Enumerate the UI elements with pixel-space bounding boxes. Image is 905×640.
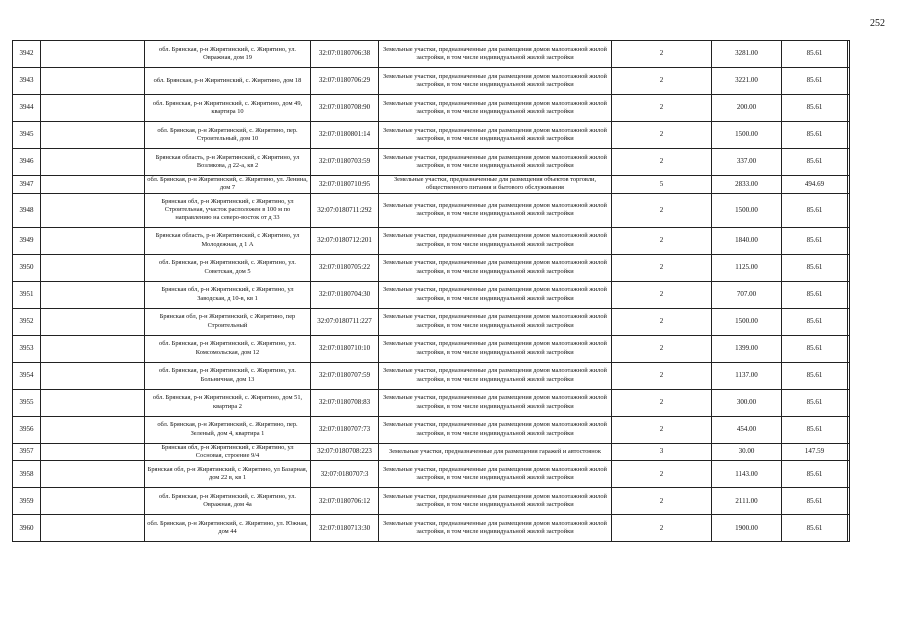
table-row bbox=[13, 227, 850, 254]
blank-cell bbox=[41, 176, 145, 194]
land-registry-table bbox=[12, 40, 850, 542]
table-row bbox=[13, 41, 850, 68]
group-cell: 2 bbox=[612, 488, 712, 515]
blank-cell bbox=[41, 41, 145, 68]
blank-cell bbox=[41, 488, 145, 515]
cadastral-number-cell: 32:07:0180711:292 bbox=[311, 193, 379, 227]
address-cell: обл. Брянская, р-н Жирятинский, с. Жирятино, ул. Советская, дом 5 bbox=[145, 254, 311, 281]
rate-cell: 85.61 bbox=[782, 254, 848, 281]
area-cell: 454.00 bbox=[712, 416, 782, 443]
table-row bbox=[13, 389, 850, 416]
table-row bbox=[13, 95, 850, 122]
address-cell: обл. Брянская, р-н Жирятинский, с. Жирятино, ул. Овражная, дом 19 bbox=[145, 41, 311, 68]
area-cell: 1500.00 bbox=[712, 122, 782, 149]
land-use-cell: Земельные участки, предназначенные для размещения домов малоэтажной жилой застройки, в том числе индивидуальной жилой застройки bbox=[379, 335, 612, 362]
land-use-cell: Земельные участки, предназначенные для размещения домов малоэтажной жилой застройки, в том числе индивидуальной жилой застройки bbox=[379, 193, 612, 227]
cadastral-number-cell: 32:07:0180706:12 bbox=[311, 488, 379, 515]
cadastral-number-cell: 32:07:0180707:3 bbox=[311, 461, 379, 488]
table-row bbox=[13, 515, 850, 542]
table-row bbox=[13, 176, 850, 194]
row-number-cell: 3960 bbox=[13, 515, 41, 542]
area-cell: 1900.00 bbox=[712, 515, 782, 542]
cadastral-value-cell bbox=[848, 389, 850, 416]
table-row bbox=[13, 193, 850, 227]
cadastral-number-cell: 32:07:0180708:83 bbox=[311, 389, 379, 416]
group-cell: 2 bbox=[612, 461, 712, 488]
table-row bbox=[13, 149, 850, 176]
cadastral-value-cell bbox=[848, 122, 850, 149]
row-number-cell: 3958 bbox=[13, 461, 41, 488]
cadastral-value-cell bbox=[848, 362, 850, 389]
rate-cell: 147.59 bbox=[782, 443, 848, 461]
table-row bbox=[13, 308, 850, 335]
cadastral-number-cell: 32:07:0180710:10 bbox=[311, 335, 379, 362]
land-use-cell: Земельные участки, предназначенные для размещения домов малоэтажной жилой застройки, в том числе индивидуальной жилой застройки bbox=[379, 68, 612, 95]
row-number-cell: 3942 bbox=[13, 41, 41, 68]
cadastral-number-cell: 32:07:0180706:29 bbox=[311, 68, 379, 95]
area-cell: 1137.00 bbox=[712, 362, 782, 389]
cadastral-value-cell bbox=[848, 488, 850, 515]
address-cell: Брянская область, р-н Жирятинский, с Жирятино, ул Возлякова, д 22-а, кв 2 bbox=[145, 149, 311, 176]
cadastral-value-cell bbox=[848, 227, 850, 254]
blank-cell bbox=[41, 362, 145, 389]
rate-cell: 85.61 bbox=[782, 515, 848, 542]
land-use-cell: Земельные участки, предназначенные для размещения домов малоэтажной жилой застройки, в том числе индивидуальной жилой застройки bbox=[379, 95, 612, 122]
area-cell: 337.00 bbox=[712, 149, 782, 176]
rate-cell: 85.61 bbox=[782, 68, 848, 95]
cadastral-value-cell bbox=[848, 176, 850, 194]
rate-cell: 85.61 bbox=[782, 461, 848, 488]
cadastral-number-cell: 32:07:0180707:73 bbox=[311, 416, 379, 443]
address-cell: обл. Брянская, р-н Жирятинский, с. Жирятино, дом 49, квартира 10 bbox=[145, 95, 311, 122]
table-row bbox=[13, 254, 850, 281]
table-row bbox=[13, 362, 850, 389]
address-cell: обл. Брянская, р-н Жирятинский, с. Жирятино, ул. Ленина, дом 7 bbox=[145, 176, 311, 194]
land-use-cell: Земельные участки, предназначенные для размещения домов малоэтажной жилой застройки, в том числе индивидуальной жилой застройки bbox=[379, 41, 612, 68]
cadastral-number-cell: 32:07:0180704:30 bbox=[311, 281, 379, 308]
group-cell: 2 bbox=[612, 95, 712, 122]
cadastral-value-cell bbox=[848, 193, 850, 227]
cadastral-value-cell bbox=[848, 41, 850, 68]
cadastral-number-cell: 32:07:0180703:59 bbox=[311, 149, 379, 176]
row-number-cell: 3954 bbox=[13, 362, 41, 389]
land-use-cell: Земельные участки, предназначенные для размещения домов малоэтажной жилой застройки, в том числе индивидуальной жилой застройки bbox=[379, 461, 612, 488]
blank-cell bbox=[41, 281, 145, 308]
cadastral-number-cell: 32:07:0180708:223 bbox=[311, 443, 379, 461]
row-number-cell: 3950 bbox=[13, 254, 41, 281]
rate-cell: 85.61 bbox=[782, 335, 848, 362]
table-row bbox=[13, 335, 850, 362]
group-cell: 3 bbox=[612, 443, 712, 461]
row-number-cell: 3959 bbox=[13, 488, 41, 515]
cadastral-number-cell: 32:07:0180711:227 bbox=[311, 308, 379, 335]
blank-cell bbox=[41, 515, 145, 542]
rate-cell: 85.61 bbox=[782, 281, 848, 308]
rate-cell: 85.61 bbox=[782, 41, 848, 68]
address-cell: обл. Брянская, р-н Жирятинский, с. Жирятино, пер. Строительный, дом 10 bbox=[145, 122, 311, 149]
blank-cell bbox=[41, 193, 145, 227]
table-row bbox=[13, 443, 850, 461]
area-cell: 1399.00 bbox=[712, 335, 782, 362]
rate-cell: 85.61 bbox=[782, 227, 848, 254]
land-use-cell: Земельные участки, предназначенные для размещения домов малоэтажной жилой застройки, в том числе индивидуальной жилой застройки bbox=[379, 362, 612, 389]
area-cell: 200.00 bbox=[712, 95, 782, 122]
row-number-cell: 3946 bbox=[13, 149, 41, 176]
cadastral-value-cell bbox=[848, 416, 850, 443]
blank-cell bbox=[41, 254, 145, 281]
group-cell: 2 bbox=[612, 254, 712, 281]
rate-cell: 85.61 bbox=[782, 308, 848, 335]
land-use-cell: Земельные участки, предназначенные для размещения домов малоэтажной жилой застройки, в том числе индивидуальной жилой застройки bbox=[379, 488, 612, 515]
group-cell: 2 bbox=[612, 41, 712, 68]
group-cell: 2 bbox=[612, 68, 712, 95]
area-cell: 1125.00 bbox=[712, 254, 782, 281]
area-cell: 1500.00 bbox=[712, 193, 782, 227]
row-number-cell: 3944 bbox=[13, 95, 41, 122]
area-cell: 707.00 bbox=[712, 281, 782, 308]
group-cell: 2 bbox=[612, 362, 712, 389]
rate-cell: 85.61 bbox=[782, 149, 848, 176]
address-cell: обл. Брянская, р-н Жирятинский, с. Жирятино, ул. Комсомольская, дом 12 bbox=[145, 335, 311, 362]
land-use-cell: Земельные участки, предназначенные для размещения объектов торговли, общественного питания и бытового обслуживания bbox=[379, 176, 612, 194]
row-number-cell: 3952 bbox=[13, 308, 41, 335]
rate-cell: 85.61 bbox=[782, 362, 848, 389]
land-use-cell: Земельные участки, предназначенные для размещения домов малоэтажной жилой застройки, в том числе индивидуальной жилой застройки bbox=[379, 149, 612, 176]
cadastral-value-cell bbox=[848, 443, 850, 461]
area-cell: 30.00 bbox=[712, 443, 782, 461]
table-row bbox=[13, 281, 850, 308]
cadastral-number-cell: 32:07:0180713:30 bbox=[311, 515, 379, 542]
rate-cell: 85.61 bbox=[782, 389, 848, 416]
land-use-cell: Земельные участки, предназначенные для размещения домов малоэтажной жилой застройки, в том числе индивидуальной жилой застройки bbox=[379, 281, 612, 308]
group-cell: 2 bbox=[612, 122, 712, 149]
blank-cell bbox=[41, 461, 145, 488]
group-cell: 2 bbox=[612, 149, 712, 176]
cadastral-value-cell bbox=[848, 68, 850, 95]
cadastral-number-cell: 32:07:0180801:14 bbox=[311, 122, 379, 149]
address-cell: обл. Брянская, р-н Жирятинский, с. Жирятино, ул. Южная, дом 44 bbox=[145, 515, 311, 542]
address-cell: Брянская обл, р-н Жирятинский, с Жирятино, ул Базарная, дом 22 в, кв 1 bbox=[145, 461, 311, 488]
blank-cell bbox=[41, 308, 145, 335]
row-number-cell: 3943 bbox=[13, 68, 41, 95]
row-number-cell: 3949 bbox=[13, 227, 41, 254]
land-use-cell: Земельные участки, предназначенные для размещения гаражей и автостоянок bbox=[379, 443, 612, 461]
rate-cell: 494.69 bbox=[782, 176, 848, 194]
area-cell: 2111.00 bbox=[712, 488, 782, 515]
row-number-cell: 3951 bbox=[13, 281, 41, 308]
row-number-cell: 3948 bbox=[13, 193, 41, 227]
cadastral-value-cell bbox=[848, 308, 850, 335]
table-body bbox=[13, 41, 850, 542]
land-use-cell: Земельные участки, предназначенные для размещения домов малоэтажной жилой застройки, в том числе индивидуальной жилой застройки bbox=[379, 515, 612, 542]
cadastral-value-cell bbox=[848, 254, 850, 281]
blank-cell bbox=[41, 227, 145, 254]
table-row bbox=[13, 461, 850, 488]
rate-cell: 85.61 bbox=[782, 193, 848, 227]
land-use-cell: Земельные участки, предназначенные для размещения домов малоэтажной жилой застройки, в том числе индивидуальной жилой застройки bbox=[379, 308, 612, 335]
row-number-cell: 3957 bbox=[13, 443, 41, 461]
address-cell: обл. Брянская, р-н Жирятинский, с. Жирятино, ул. Овражная, дом 4а bbox=[145, 488, 311, 515]
address-cell: Брянская обл, р-н Жирятинский, с Жирятино, ул Сосновая, строение 9/4 bbox=[145, 443, 311, 461]
group-cell: 2 bbox=[612, 389, 712, 416]
cadastral-number-cell: 32:07:0180712:201 bbox=[311, 227, 379, 254]
land-use-cell: Земельные участки, предназначенные для размещения домов малоэтажной жилой застройки, в том числе индивидуальной жилой застройки bbox=[379, 416, 612, 443]
rate-cell: 85.61 bbox=[782, 416, 848, 443]
area-cell: 1840.00 bbox=[712, 227, 782, 254]
row-number-cell: 3945 bbox=[13, 122, 41, 149]
table-row bbox=[13, 416, 850, 443]
cadastral-value-cell bbox=[848, 281, 850, 308]
address-cell: Брянская обл, р-н Жирятинский, с Жирятино, пер Строительный bbox=[145, 308, 311, 335]
rate-cell: 85.61 bbox=[782, 488, 848, 515]
row-number-cell: 3953 bbox=[13, 335, 41, 362]
blank-cell bbox=[41, 416, 145, 443]
blank-cell bbox=[41, 149, 145, 176]
blank-cell bbox=[41, 68, 145, 95]
land-use-cell: Земельные участки, предназначенные для размещения домов малоэтажной жилой застройки, в том числе индивидуальной жилой застройки bbox=[379, 389, 612, 416]
blank-cell bbox=[41, 95, 145, 122]
rate-cell: 85.61 bbox=[782, 122, 848, 149]
address-cell: обл. Брянская, р-н Жирятинский, с. Жирятино, дом 18 bbox=[145, 68, 311, 95]
area-cell: 3281.00 bbox=[712, 41, 782, 68]
cadastral-value-cell bbox=[848, 95, 850, 122]
land-use-cell: Земельные участки, предназначенные для размещения домов малоэтажной жилой застройки, в том числе индивидуальной жилой застройки bbox=[379, 122, 612, 149]
address-cell: обл. Брянская, р-н Жирятинский, с. Жирятино, дом 51, квартира 2 bbox=[145, 389, 311, 416]
page-number: 252 bbox=[870, 18, 885, 29]
group-cell: 2 bbox=[612, 335, 712, 362]
address-cell: Брянская область, р-н Жирятинский, с Жирятино, ул Молодежная, д 1 А bbox=[145, 227, 311, 254]
group-cell: 2 bbox=[612, 193, 712, 227]
area-cell: 3221.00 bbox=[712, 68, 782, 95]
group-cell: 2 bbox=[612, 227, 712, 254]
cadastral-number-cell: 32:07:0180708:90 bbox=[311, 95, 379, 122]
cadastral-number-cell: 32:07:0180705:22 bbox=[311, 254, 379, 281]
group-cell: 2 bbox=[612, 281, 712, 308]
land-use-cell: Земельные участки, предназначенные для размещения домов малоэтажной жилой застройки, в том числе индивидуальной жилой застройки bbox=[379, 227, 612, 254]
cadastral-number-cell: 32:07:0180710:95 bbox=[311, 176, 379, 194]
area-cell: 1143.00 bbox=[712, 461, 782, 488]
group-cell: 5 bbox=[612, 176, 712, 194]
table-row bbox=[13, 122, 850, 149]
blank-cell bbox=[41, 122, 145, 149]
row-number-cell: 3956 bbox=[13, 416, 41, 443]
group-cell: 2 bbox=[612, 416, 712, 443]
cadastral-value-cell bbox=[848, 335, 850, 362]
cadastral-value-cell bbox=[848, 461, 850, 488]
area-cell: 1500.00 bbox=[712, 308, 782, 335]
address-cell: обл. Брянская, р-н Жирятинский, с. Жирятино, ул. Больничная, дом 13 bbox=[145, 362, 311, 389]
address-cell: Брянская обл, р-н Жирятинский, с Жирятино, ул Заводская, д 10-в, кв 1 bbox=[145, 281, 311, 308]
row-number-cell: 3947 bbox=[13, 176, 41, 194]
table-row bbox=[13, 488, 850, 515]
blank-cell bbox=[41, 443, 145, 461]
area-cell: 300.00 bbox=[712, 389, 782, 416]
land-use-cell: Земельные участки, предназначенные для размещения домов малоэтажной жилой застройки, в том числе индивидуальной жилой застройки bbox=[379, 254, 612, 281]
blank-cell bbox=[41, 335, 145, 362]
blank-cell bbox=[41, 389, 145, 416]
table-row bbox=[13, 68, 850, 95]
cadastral-value-cell bbox=[848, 515, 850, 542]
group-cell: 2 bbox=[612, 515, 712, 542]
row-number-cell: 3955 bbox=[13, 389, 41, 416]
area-cell: 2833.00 bbox=[712, 176, 782, 194]
cadastral-number-cell: 32:07:0180707:59 bbox=[311, 362, 379, 389]
address-cell: обл. Брянская, р-н Жирятинский, с. Жирятино, пер. Зеленый, дом 4, квартира 1 bbox=[145, 416, 311, 443]
cadastral-value-cell bbox=[848, 149, 850, 176]
group-cell: 2 bbox=[612, 308, 712, 335]
address-cell: Брянская обл, р-н Жирятинский, с Жирятино, ул Строительная, участок расположен в 100 м по направлению на северо-восток от д 33 bbox=[145, 193, 311, 227]
cadastral-number-cell: 32:07:0180706:38 bbox=[311, 41, 379, 68]
rate-cell: 85.61 bbox=[782, 95, 848, 122]
